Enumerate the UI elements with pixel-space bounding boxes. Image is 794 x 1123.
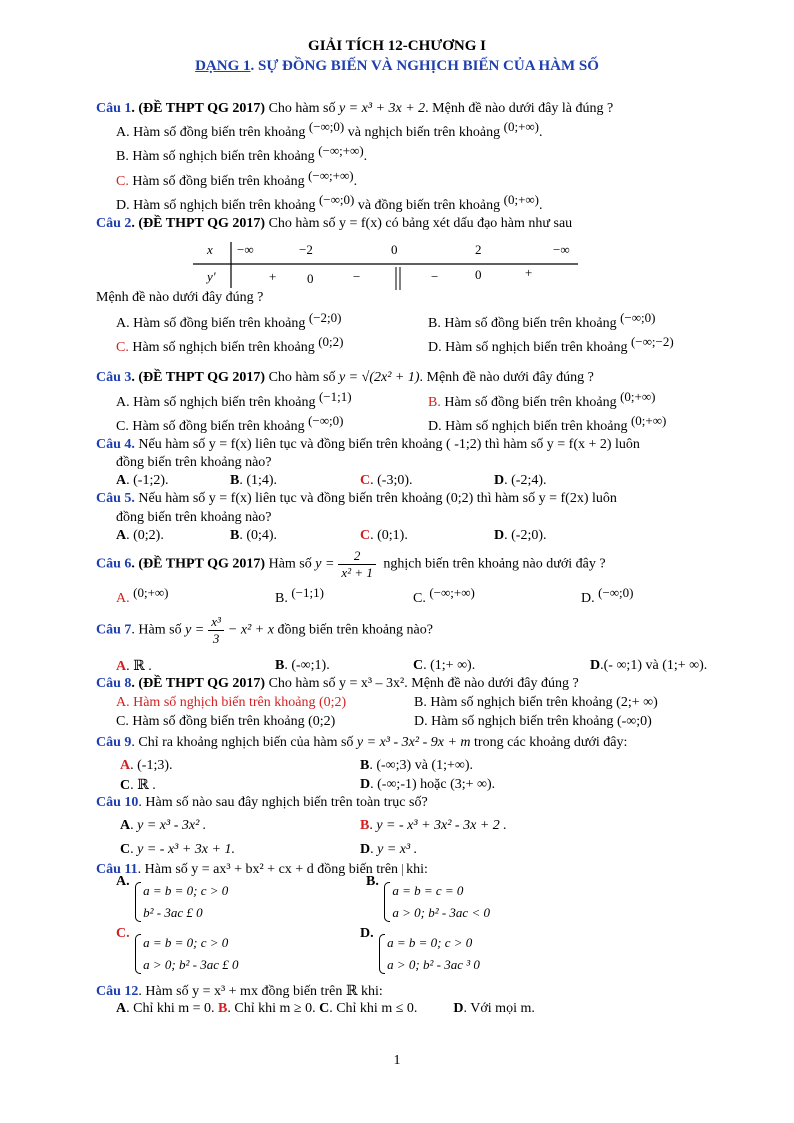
q7-option-a: A. ℝ . [116, 659, 152, 674]
q8-option-b: B. Hàm số nghịch biến trên khoảng (2;+ ∞) [414, 695, 658, 710]
table-y-5: + [525, 265, 533, 280]
table-x-3: 2 [475, 242, 482, 257]
q2-option-c: C. Hàm số nghịch biến trên khoảng (0;2) [116, 334, 344, 355]
q7-fraction: $\frac{\text{x³}}{3}$ [208, 614, 224, 647]
q9-option-a: A. (-1;3). [120, 758, 173, 773]
sign-table [193, 240, 578, 290]
table-y-3: − [431, 269, 439, 284]
q2-text: Cho hàm số y = f(x) có bảng xét dấu đạo hàm như sau [265, 216, 573, 231]
subtitle-rest: . SỰ ĐỒNG BIẾN VÀ NGHỊCH BIẾN CỦA HÀM SỐ [250, 58, 599, 74]
q11-option-c: C. a = b = 0; c > 0 a > 0; b² - 3ac £ 0 [116, 932, 238, 976]
q1-source: (ĐỀ THPT QG 2017) [138, 101, 266, 116]
q3-option-b: B. Hàm số đồng biến trên khoảng (0;+∞) [428, 389, 656, 410]
q2-option-d: D. Hàm số nghịch biến trên khoảng (−∞;−2) [428, 334, 674, 355]
question-9: Câu 9. Chỉ ra khoảng nghịch biến của hàm số y = x³ - 3x² - 9x + m trong các khoảng dưới đây: [96, 735, 628, 750]
q1-label: Câu 1 [96, 101, 132, 116]
doc-subtitle [0, 58, 794, 75]
q3-formula: y = √(2x² + 1) [338, 370, 420, 385]
q6-option-a: A. (0;+∞) [116, 585, 169, 606]
q2-question: Mệnh đề nào dưới đây đúng ? [96, 290, 264, 305]
q1-option-d: D. Hàm số nghịch biến trên khoảng (−∞;0) và đồng biến trên khoảng (0;+∞). [116, 192, 543, 213]
question-7: Câu 7. Hàm số y = $\frac{\text{x³}}{3}$ − x² + x đồng biến trên khoảng nào? [96, 614, 433, 646]
q5-option-c: C. (0;1). [360, 528, 408, 543]
q1-option-b: B. Hàm số nghịch biến trên khoảng (−∞;+∞). [116, 143, 368, 164]
question-6: Câu 6. (ĐỀ THPT QG 2017) Hàm số y = $\frac{2}{\text{x² + 1}}$ nghịch biến trên khoảng nào dưới đây ? [96, 548, 606, 580]
q5-option-b: B. (0;4). [230, 528, 278, 543]
q2-source: (ĐỀ THPT QG 2017) [138, 216, 266, 231]
question-8: Câu 8. (ĐỀ THPT QG 2017) Cho hàm số y = x³ – 3x². Mệnh đề nào dưới đây đúng ? [96, 676, 579, 691]
q3-option-d: D. Hàm số nghịch biến trên khoảng (0;+∞) [428, 413, 667, 434]
q10-option-a: A. y = x³ - 3x² . [120, 818, 207, 833]
q5-option-a: A. (0;2). [116, 528, 164, 543]
q1-formula: y = x³ + 3x + 2 [338, 101, 426, 116]
subtitle-prefix: DẠNG 1 [195, 58, 251, 74]
q7-option-b: B. (-∞;1). [275, 658, 330, 673]
q6-option-b: B. (−1;1) [275, 585, 324, 606]
q4-option-c: C. (-3;0). [360, 473, 413, 488]
q11-option-a: A. a = b = 0; c > 0 b² - 3ac £ 0 [116, 880, 228, 924]
q2-option-b: B. Hàm số đồng biến trên khoảng (−∞;0) [428, 310, 656, 331]
q1-text2: . Mệnh đề nào dưới đây là đúng ? [425, 101, 614, 116]
q4-text2: đồng biến trên khoảng nào? [116, 455, 272, 470]
table-x-0: −∞ [237, 242, 254, 257]
q9-option-c: C. ℝ . [120, 778, 156, 793]
q6-option-d: D. (−∞;0) [581, 585, 634, 606]
q2-option-a: A. Hàm số đồng biến trên khoảng (−2;0) [116, 310, 342, 331]
q11-option-b: B. a = b = c = 0 a > 0; b² - 3ac < 0 [366, 880, 490, 924]
q1-option-c: C. Hàm số đồng biến trên khoảng (−∞;+∞). [116, 168, 358, 189]
q1-option-a: A. Hàm số đồng biến trên khoảng (−∞;0) và nghịch biến trên khoảng (0;+∞). [116, 119, 543, 140]
table-y-4: 0 [475, 267, 482, 282]
page-number: 1 [393, 1053, 401, 1068]
q8-option-a: A. Hàm số nghịch biến trên khoảng (0;2) [116, 695, 347, 710]
q8-option-d: D. Hàm số nghịch biến trên khoảng (-∞;0) [414, 714, 652, 729]
table-x-label: x [207, 242, 213, 257]
q8-option-c: C. Hàm số đồng biến trên khoảng (0;2) [116, 714, 336, 729]
question-1: Câu 1. (ĐỀ THPT QG 2017) Cho hàm số y = x³ + 3x + 2. Mệnh đề nào dưới đây là đúng ? [96, 101, 614, 116]
q6-option-c: C. (−∞;+∞) [413, 585, 475, 606]
question-10: Câu 10. Hàm số nào sau đây nghịch biến trên toàn trục số? [96, 795, 428, 810]
q9-option-d: D. (-∞;-1) hoặc (3;+ ∞). [360, 777, 496, 792]
table-x-4: −∞ [553, 242, 570, 257]
q6-fraction: $\frac{2}{\text{x² + 1}}$ [338, 548, 375, 581]
q2-label: Câu 2 [96, 216, 132, 231]
table-y-0: + [269, 269, 277, 284]
q4-option-a: A. (-1;2). [116, 473, 169, 488]
q5-text2: đồng biến trên khoảng nào? [116, 510, 272, 525]
q12-options: A. Chỉ khi m = 0. B. Chỉ khi m ≥ 0. C. Chỉ khi m ≤ 0. D. Với mọi m. [116, 1001, 535, 1016]
question-2: Câu 2. (ĐỀ THPT QG 2017) Cho hàm số y = f(x) có bảng xét dấu đạo hàm như sau [96, 216, 573, 231]
q10-option-b: B. y = - x³ + 3x² - 3x + 2 . [360, 818, 507, 833]
question-5: Câu 5. Nếu hàm số y = f(x) liên tục và đồng biến trên khoảng (0;2) thì hàm số y = f(2x) luôn [96, 491, 617, 506]
question-11: Câu 11. Hàm số y = ax³ + bx² + cx + d đồng biến trên khi: [96, 862, 428, 877]
q3-option-a: A. Hàm số nghịch biến trên khoảng (−1;1) [116, 389, 352, 410]
question-12: Câu 12. Hàm số y = x³ + mx đồng biến trên ℝ khi: [96, 984, 383, 999]
table-x-2: 0 [391, 242, 398, 257]
table-y-label: y' [207, 269, 216, 284]
q9-option-b: B. (-∞;3) và (1;+∞). [360, 758, 474, 773]
q7-option-c: C. (1;+ ∞). [413, 658, 476, 673]
q3-option-c: C. Hàm số đồng biến trên khoảng (−∞;0) [116, 413, 344, 434]
q10-option-d: D. y = x³ . [360, 842, 418, 857]
q1-text: Cho hàm số [265, 101, 339, 116]
table-x-1: −2 [299, 242, 313, 257]
question-3: Câu 3. (ĐỀ THPT QG 2017) Cho hàm số y = √(2x² + 1). Mệnh đề nào dưới đây đúng ? [96, 370, 594, 385]
q11-option-d: D. a = b = 0; c > 0 a > 0; b² - 3ac ³ 0 [360, 932, 480, 976]
q7-option-d: D.(- ∞;1) và (1;+ ∞). [590, 658, 708, 673]
q4-option-b: B. (1;4). [230, 473, 278, 488]
q5-option-d: D. (-2;0). [494, 528, 547, 543]
q10-option-c: C. y = - x³ + 3x + 1. [120, 842, 235, 857]
question-4: Câu 4. Nếu hàm số y = f(x) liên tục và đồng biến trên khoảng ( -1;2) thì hàm số y = f(x + 2) luôn [96, 437, 640, 452]
q4-option-d: D. (-2;4). [494, 473, 547, 488]
doc-title: GIẢI TÍCH 12-CHƯƠNG I [308, 38, 486, 54]
table-y-2: − [353, 269, 361, 284]
table-y-1: 0 [307, 271, 314, 286]
